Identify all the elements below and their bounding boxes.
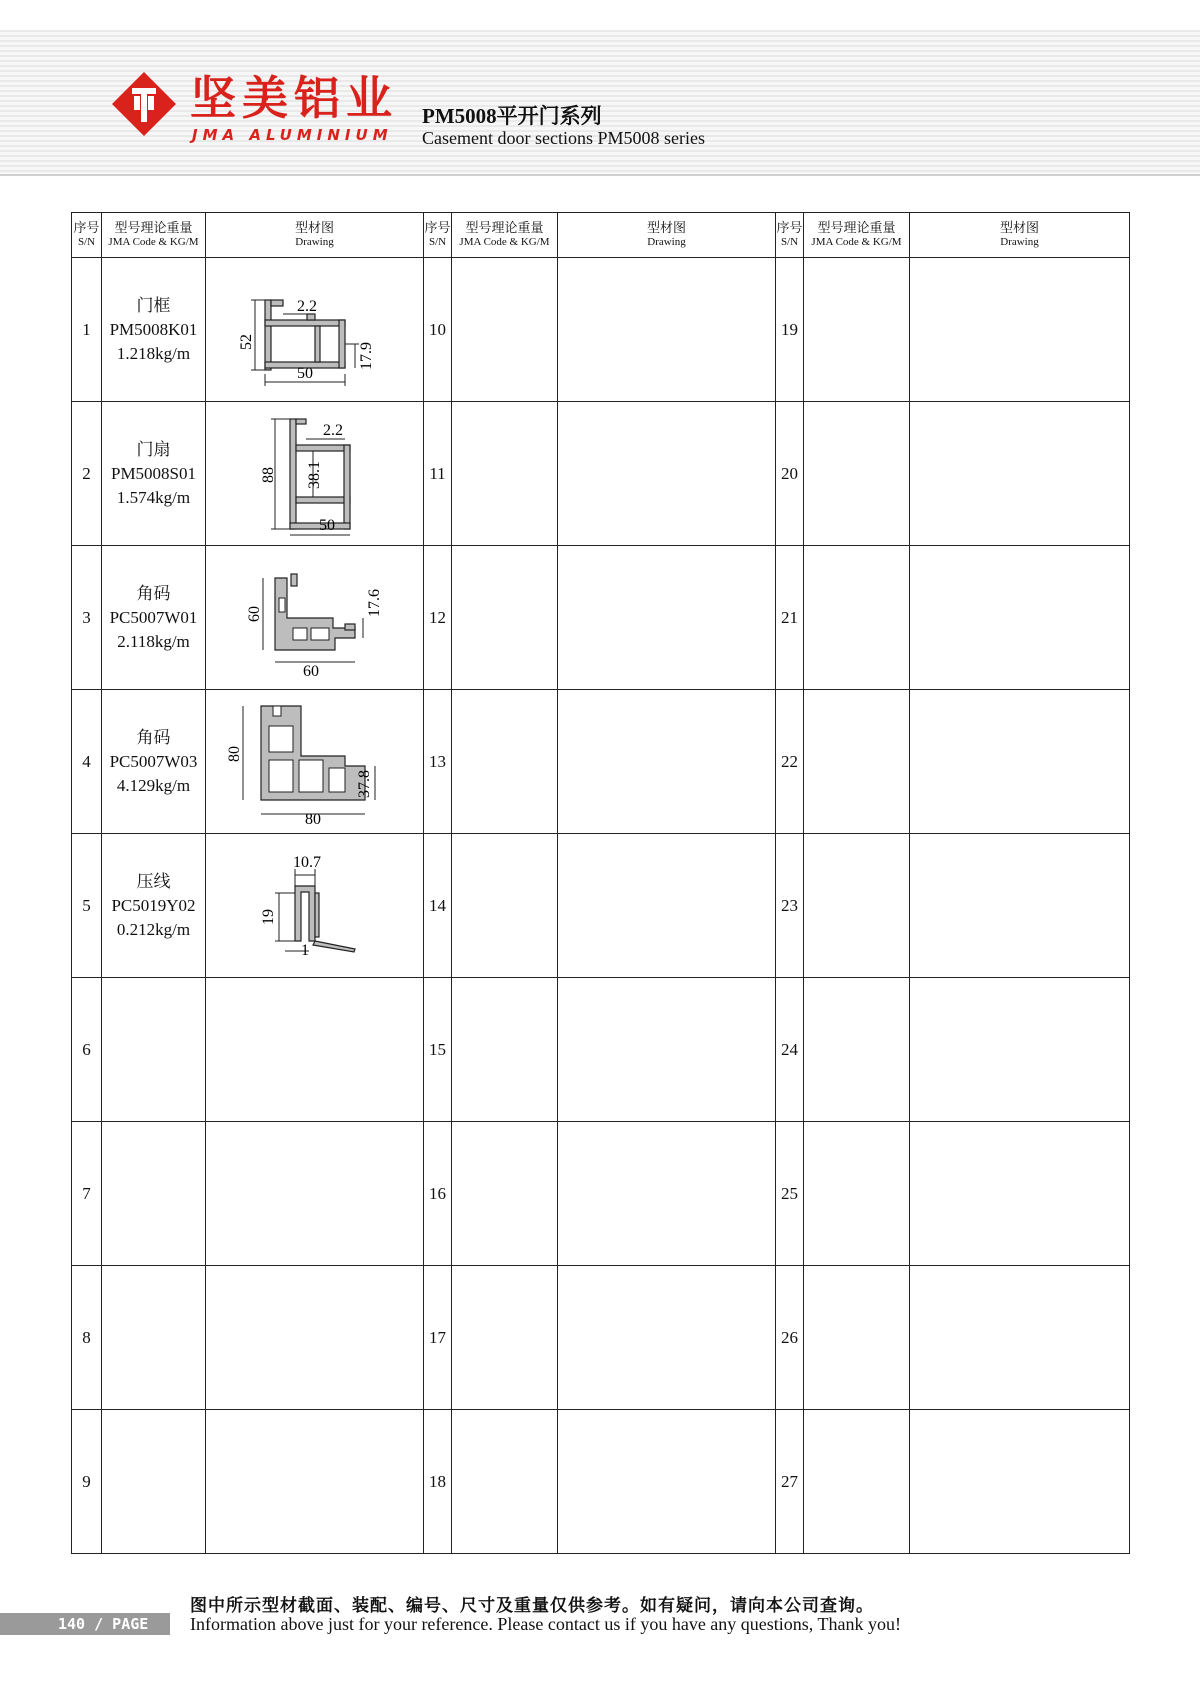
sn-cell: 25 bbox=[776, 1122, 804, 1266]
drawing-cell bbox=[558, 402, 776, 546]
drawing-cell bbox=[910, 978, 1130, 1122]
code-cell bbox=[452, 1122, 558, 1266]
code-cell bbox=[804, 402, 910, 546]
sn-cell: 10 bbox=[424, 258, 452, 402]
drawing-cell bbox=[558, 1122, 776, 1266]
table-row bbox=[72, 690, 1130, 834]
code-cell bbox=[452, 690, 558, 834]
table-row bbox=[72, 258, 1130, 402]
code-cell bbox=[804, 1122, 910, 1266]
drawing-cell bbox=[558, 258, 776, 402]
drawing-cell bbox=[910, 258, 1130, 402]
code-cell bbox=[452, 1410, 558, 1554]
drawing-cell bbox=[558, 978, 776, 1122]
drawing-cell bbox=[910, 402, 1130, 546]
dimension-label: 50 bbox=[296, 364, 313, 382]
dimension-label: 17.6 bbox=[365, 588, 383, 617]
profile-name: 压线 bbox=[136, 871, 171, 891]
drawing-cell bbox=[558, 1410, 776, 1554]
drawing-cell bbox=[206, 402, 424, 546]
code-cell bbox=[452, 978, 558, 1122]
sn-cell: 21 bbox=[776, 546, 804, 690]
sn-cell: 9 bbox=[72, 1410, 102, 1554]
table-row bbox=[72, 546, 1130, 690]
drawing-cell bbox=[910, 1266, 1130, 1410]
sn-cell: 20 bbox=[776, 402, 804, 546]
sn-cell: 3 bbox=[72, 546, 102, 690]
corner-cleat-profile-icon bbox=[215, 696, 415, 828]
profile-name: 角码 bbox=[136, 727, 171, 747]
dimension-label: 17.9 bbox=[357, 341, 375, 370]
code-cell bbox=[452, 546, 558, 690]
code-cell bbox=[102, 546, 206, 690]
dimension-label: 10.7 bbox=[292, 853, 321, 871]
code-cell bbox=[804, 546, 910, 690]
sn-cell: 18 bbox=[424, 1410, 452, 1554]
code-cell bbox=[452, 258, 558, 402]
profile-weight: 4.129kg/m bbox=[116, 775, 191, 795]
col-header-code: 型号理论重量 JMA Code & KG/M bbox=[804, 213, 910, 258]
col-header-sn: 序号 S/N bbox=[776, 213, 804, 258]
table-row bbox=[72, 1122, 1130, 1266]
code-cell bbox=[804, 834, 910, 978]
code-cell bbox=[804, 1410, 910, 1554]
drawing-cell bbox=[206, 1122, 424, 1266]
dimension-label: 60 bbox=[302, 662, 319, 678]
drawing-cell bbox=[910, 1410, 1130, 1554]
code-cell bbox=[102, 1410, 206, 1554]
sn-cell: 6 bbox=[72, 978, 102, 1122]
footer-note-en: Information above just for your reference. Please contact us if you have any questions, Thank you! bbox=[190, 1614, 901, 1634]
drawing-cell bbox=[558, 690, 776, 834]
code-cell bbox=[804, 1266, 910, 1410]
drawing-cell bbox=[558, 1266, 776, 1410]
dimension-label: 2.2 bbox=[322, 421, 343, 439]
col-header-sn: 序号 S/N bbox=[72, 213, 102, 258]
footer-note-cn: 图中所示型材截面、装配、编号、尺寸及重量仅供参考。如有疑问，请向本公司查询。 bbox=[190, 1596, 874, 1616]
drawing-cell bbox=[910, 1122, 1130, 1266]
drawing-cell bbox=[910, 690, 1130, 834]
col-header-code: 型号理论重量 JMA Code & KG/M bbox=[452, 213, 558, 258]
dimension-label: 88 bbox=[259, 466, 277, 483]
code-cell bbox=[102, 258, 206, 402]
sn-cell: 1 bbox=[72, 258, 102, 402]
jma-logo-icon bbox=[110, 70, 178, 138]
profile-code: PC5007W03 bbox=[109, 751, 198, 771]
series-title-en: Casement door sections PM5008 series bbox=[422, 128, 705, 148]
profile-code: PM5008S01 bbox=[110, 463, 197, 483]
drawing-cell bbox=[206, 1266, 424, 1410]
sn-cell: 4 bbox=[72, 690, 102, 834]
series-title-cn: PM5008平开门系列 bbox=[422, 104, 602, 128]
dimension-label: 38.1 bbox=[305, 460, 323, 489]
profile-name: 门框 bbox=[136, 295, 171, 315]
drawing-cell bbox=[206, 258, 424, 402]
profile-code: PC5019Y02 bbox=[111, 895, 196, 915]
sn-cell: 24 bbox=[776, 978, 804, 1122]
code-cell bbox=[452, 1266, 558, 1410]
dimension-label: 2.2 bbox=[296, 297, 317, 315]
dimension-label: 50 bbox=[318, 516, 335, 534]
door-sash-profile-icon bbox=[215, 409, 415, 539]
table-row bbox=[72, 402, 1130, 546]
corner-cleat-profile-icon bbox=[215, 558, 415, 678]
table-row bbox=[72, 1266, 1130, 1410]
col-header-drawing: 型材图 Drawing bbox=[206, 213, 424, 258]
sn-cell: 5 bbox=[72, 834, 102, 978]
profile-weight: 1.218kg/m bbox=[116, 343, 191, 363]
profile-weight: 1.574kg/m bbox=[116, 487, 191, 507]
dimension-label: 80 bbox=[304, 810, 321, 828]
profile-weight: 2.118kg/m bbox=[117, 631, 190, 651]
drawing-cell bbox=[910, 546, 1130, 690]
drawing-cell bbox=[206, 546, 424, 690]
table-row bbox=[72, 1410, 1130, 1554]
col-header-sn: 序号 S/N bbox=[424, 213, 452, 258]
sn-cell: 14 bbox=[424, 834, 452, 978]
code-cell bbox=[804, 978, 910, 1122]
sn-cell: 26 bbox=[776, 1266, 804, 1410]
profile-code: PC5007W01 bbox=[109, 607, 198, 627]
dimension-label: 19 bbox=[259, 908, 277, 925]
code-cell bbox=[102, 1122, 206, 1266]
sn-cell: 16 bbox=[424, 1122, 452, 1266]
profile-table bbox=[71, 212, 1129, 1560]
dimension-label: 80 bbox=[225, 745, 243, 762]
sn-cell: 27 bbox=[776, 1410, 804, 1554]
code-cell bbox=[102, 978, 206, 1122]
col-header-drawing: 型材图 Drawing bbox=[910, 213, 1130, 258]
col-header-code: 型号理论重量 JMA Code & KG/M bbox=[102, 213, 206, 258]
sn-cell: 22 bbox=[776, 690, 804, 834]
drawing-cell bbox=[206, 690, 424, 834]
drawing-cell bbox=[206, 978, 424, 1122]
drawing-cell bbox=[558, 546, 776, 690]
code-cell bbox=[452, 402, 558, 546]
drawing-cell bbox=[206, 834, 424, 978]
dimension-label: 37.8 bbox=[355, 769, 373, 798]
profile-code: PM5008K01 bbox=[109, 319, 198, 339]
drawing-cell bbox=[910, 834, 1130, 978]
sn-cell: 13 bbox=[424, 690, 452, 834]
code-cell bbox=[102, 402, 206, 546]
dimension-label: 52 bbox=[237, 333, 255, 350]
dimension-label: 60 bbox=[245, 605, 263, 622]
col-header-drawing: 型材图 Drawing bbox=[558, 213, 776, 258]
sn-cell: 8 bbox=[72, 1266, 102, 1410]
table-row bbox=[72, 834, 1130, 978]
code-cell bbox=[102, 690, 206, 834]
code-cell bbox=[102, 1266, 206, 1410]
sn-cell: 19 bbox=[776, 258, 804, 402]
profile-weight: 0.212kg/m bbox=[116, 919, 191, 939]
code-cell bbox=[102, 834, 206, 978]
drawing-cell bbox=[206, 1410, 424, 1554]
header-divider bbox=[0, 174, 1200, 176]
brand-name-en: JMA ALUMINIUM bbox=[192, 126, 393, 144]
brand-name-cn: 坚美铝业 bbox=[190, 71, 398, 125]
sn-cell: 23 bbox=[776, 834, 804, 978]
sn-cell: 15 bbox=[424, 978, 452, 1122]
code-cell bbox=[452, 834, 558, 978]
profile-name: 角码 bbox=[136, 583, 171, 603]
glazing-bead-profile-icon bbox=[215, 841, 415, 971]
door-frame-profile-icon bbox=[215, 270, 415, 390]
profile-name: 门扇 bbox=[136, 439, 171, 459]
table-header-row bbox=[72, 213, 1130, 258]
sn-cell: 17 bbox=[424, 1266, 452, 1410]
code-cell bbox=[804, 690, 910, 834]
sn-cell: 12 bbox=[424, 546, 452, 690]
drawing-cell bbox=[558, 834, 776, 978]
dimension-label: 1 bbox=[300, 941, 309, 959]
sn-cell: 2 bbox=[72, 402, 102, 546]
table-row bbox=[72, 978, 1130, 1122]
sn-cell: 7 bbox=[72, 1122, 102, 1266]
page-number: 140 / PAGE bbox=[58, 1615, 149, 1633]
code-cell bbox=[804, 258, 910, 402]
sn-cell: 11 bbox=[424, 402, 452, 546]
